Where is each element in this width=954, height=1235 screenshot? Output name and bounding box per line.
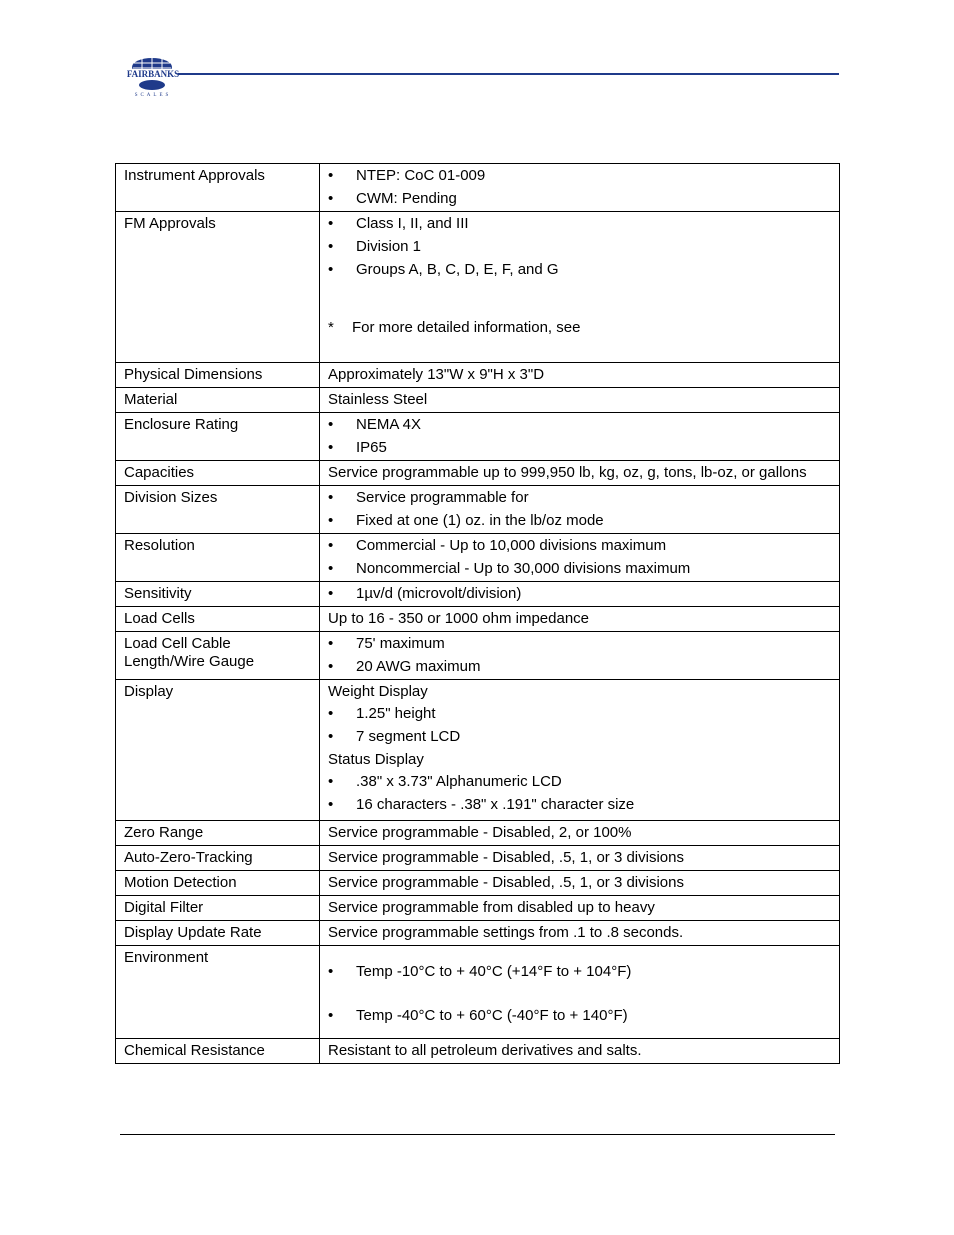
spec-label: Auto-Zero-Tracking [116,846,320,871]
table-row [116,1039,840,1064]
spec-label: Resolution [116,534,320,582]
group-heading: Status Display [328,751,424,768]
spec-label: Capacities [116,461,320,486]
spec-value [320,486,840,534]
table-row [116,164,840,212]
spec-value [320,632,840,680]
table-row [116,846,840,871]
spec-label-line: Load Cell Cable [124,635,231,652]
list-item: • Class I, II, and III [328,215,831,233]
spec-value: Stainless Steel [320,388,840,413]
footnote-text: For more detailed information, see [352,319,581,336]
table-row [116,607,840,632]
footnote [328,319,831,337]
footnote-marker: * [328,319,334,336]
list-item: • CWM: Pending [328,190,831,208]
spec-label: Instrument Approvals [116,164,320,212]
spec-label: Sensitivity [116,582,320,607]
spec-value: Service programmable - Disabled, .5, 1, or 3 divisions [320,871,840,896]
table-row [116,946,840,1039]
spec-label: Digital Filter [116,896,320,921]
list-item: • NEMA 4X [328,416,831,434]
table-row [116,632,840,680]
spec-label: Display Update Rate [116,921,320,946]
spec-label: Load Cells [116,607,320,632]
table-row [116,363,840,388]
spec-label: Environment [116,946,320,1039]
logo-wordmark: FAIRBANKS [126,69,180,79]
list-item: • Groups A, B, C, D, E, F, and G [328,261,831,279]
spec-value [320,534,840,582]
spec-label: Chemical Resistance [116,1039,320,1064]
table-row [116,871,840,896]
list-item: • IP65 [328,439,831,457]
spec-value [320,212,840,363]
spec-label [116,632,320,680]
list-item: • .38" x 3.73" Alphanumeric LCD [328,773,831,791]
list-item: • 7 segment LCD [328,728,831,746]
spec-value: Service programmable settings from .1 to .8 seconds. [320,921,840,946]
spec-value: Approximately 13"W x 9"H x 3"D [320,363,840,388]
table-row [116,212,840,363]
list-item: • Commercial - Up to 10,000 divisions maximum [328,537,831,555]
specifications-table [115,163,840,1064]
spec-label: Zero Range [116,821,320,846]
spec-value [320,680,840,821]
table-row [116,921,840,946]
list-item: • 20 AWG maximum [328,658,831,676]
table-row [116,413,840,461]
spec-value: Up to 16 - 350 or 1000 ohm impedance [320,607,840,632]
group-heading: Weight Display [328,683,428,700]
spec-value [320,946,840,1039]
spec-value: Resistant to all petroleum derivatives and salts. [320,1039,840,1064]
table-row [116,896,840,921]
fairbanks-logo [122,54,186,98]
list-item: • Temp -10°C to + 40°C (+14°F to + 104°F) [328,963,831,981]
list-item: • Temp -40°C to + 60°C (-40°F to + 140°F) [328,1007,831,1025]
spec-value [320,413,840,461]
list-item: • 16 characters - .38" x .191" character size [328,796,831,814]
spec-label: Motion Detection [116,871,320,896]
spec-value: Service programmable - Disabled, .5, 1, or 3 divisions [320,846,840,871]
list-item: • 1.25" height [328,705,831,723]
list-item: • Division 1 [328,238,831,256]
spec-label: Display [116,680,320,821]
list-item: • Noncommercial - Up to 30,000 divisions maximum [328,560,831,578]
spec-label: Division Sizes [116,486,320,534]
spec-label: FM Approvals [116,212,320,363]
table-row [116,680,840,821]
table-row [116,534,840,582]
table-row [116,388,840,413]
spec-value: Service programmable from disabled up to heavy [320,896,840,921]
footer-rule [120,1134,835,1135]
table-row [116,582,840,607]
spec-value: Service programmable - Disabled, 2, or 100% [320,821,840,846]
spec-label: Enclosure Rating [116,413,320,461]
table-row [116,821,840,846]
list-item: • Service programmable for [328,489,831,507]
spec-value [320,164,840,212]
spec-value: Service programmable up to 999,950 lb, kg, oz, g, tons, lb-oz, or gallons [320,461,840,486]
list-item: • 1µv/d (microvolt/division) [328,585,831,603]
header-rule [178,73,839,75]
list-item: • 75' maximum [328,635,831,653]
spec-label: Physical Dimensions [116,363,320,388]
logo-subtext: SCALES [134,93,172,98]
spec-label-line: Length/Wire Gauge [124,653,255,670]
spec-value [320,582,840,607]
spec-label: Material [116,388,320,413]
table-row [116,486,840,534]
list-item: • Fixed at one (1) oz. in the lb/oz mode [328,512,831,530]
list-item: • NTEP: CoC 01-009 [328,167,831,185]
table-row [116,461,840,486]
